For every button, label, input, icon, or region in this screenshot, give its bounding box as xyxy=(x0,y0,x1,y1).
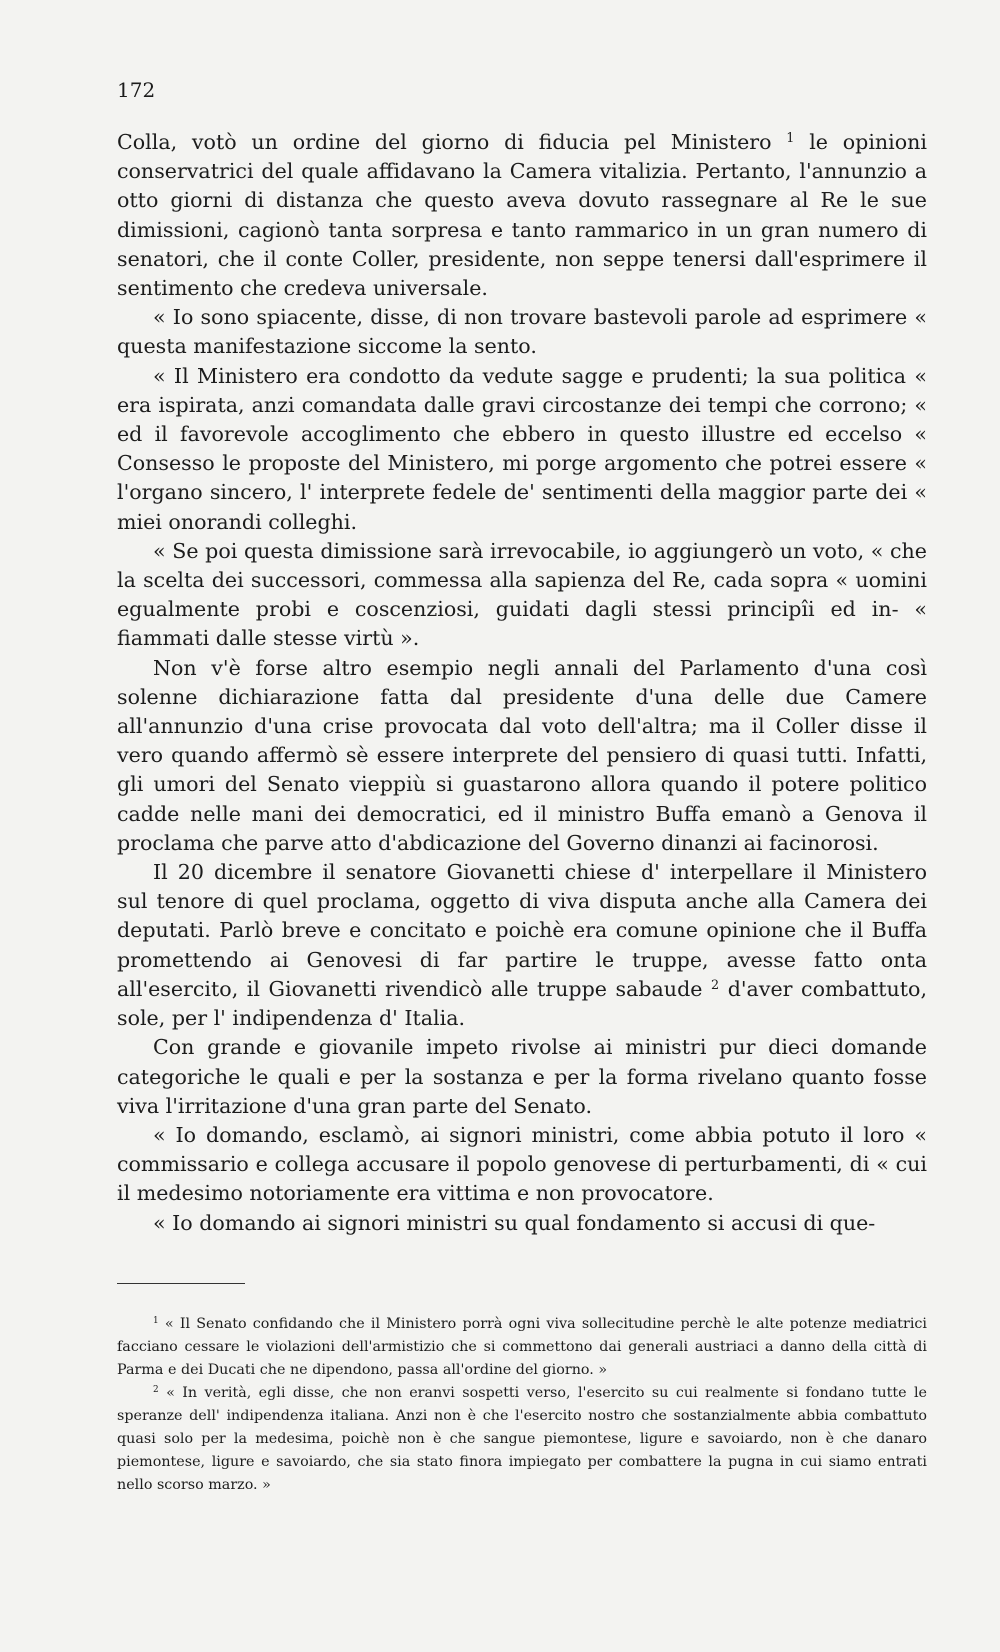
paragraph-4: Con grande e giovanile impeto rivolse ai ministri pur dieci domande categoriche le quali e per la sostanza e per la forma rivelano quanto fosse viva l'irritazione d'una gran parte del Senato. xyxy=(117,1035,927,1118)
footnote-2 xyxy=(117,1382,927,1497)
paragraph-1-start: Colla, votò un ordine del giorno di fiducia pel Ministero xyxy=(117,130,772,154)
footnote-divider xyxy=(117,1283,245,1284)
footnote-mark-2: 2 xyxy=(153,1385,159,1396)
footnotes xyxy=(117,1313,927,1497)
paragraph-3-start: Il 20 dicembre il senatore Giovanetti chiese d' interpellare il Ministero sul tenore di quel proclama, oggetto di viva disputa anche alla Camera dei deputati. Parlò breve e concitato e poichè era comune opinione che il Buffa promettendo ai Genovesi di far partire le truppe, avesse fatto onta all'esercito, il Giovanetti rivendicò alle truppe sabaude xyxy=(117,860,927,1001)
paragraph-2: Non v'è forse altro esempio negli annali del Parlamento d'una così solenne dichiarazione fatta dal presidente d'una delle due Camere all'annunzio d'una crise provocata dal voto dell'altra; ma il Coller disse il vero quando affermò sè essere interprete del pensiero di quasi tutti. Infatti, gli umori del Senato vieppiù si guastarono allora quando il potere politico cadde nelle mani dei democratici, ed il ministro Buffa emanò a Genova il proclama che parve atto d'abdicazione del Governo dinanzi ai facinorosi. xyxy=(117,655,927,855)
footnote-ref-2[interactable]: 2 xyxy=(711,977,720,993)
footnote-ref-1[interactable]: 1 xyxy=(786,130,795,146)
quote-5: « Io domando ai signori ministri su qual fondamento si accusi di que- xyxy=(153,1210,876,1235)
footnote-1-text: « Il Senato confidando che il Ministero porrà ogni viva sollecitudine perchè le alte potenze mediatrici facciano cessare le violazioni dell'armistizio che si commettono dai generali austriaci a danno della città di Parma e dei Ducati che ne dipendono, passa all'ordine del giorno. » xyxy=(117,1316,927,1378)
paragraph-3 xyxy=(117,858,927,1033)
paragraph-1-end: le opinioni conservatrici del quale affidavano la Camera vitalizia. Pertanto, l'annunzio a otto giorni di distanza che questo aveva dovuto rassegnare al Re le sue dimissioni, cagionò tanta sorpresa e tanto rammarico in un gran numero di senatori, che il conte Coller, presidente, non seppe tenersi dall'esprimere il sentimento che credeva universale. xyxy=(117,130,928,301)
quote-2: « Il Ministero era condotto da vedute sagge e prudenti; la sua politica « era ispirata, anzi comandata dalle gravi circostanze dei tempi che corrono; « ed il favorevole accoglimento che ebbero in questo illustre ed eccelso « Consesso le proposte del Ministero, mi porge argomento che potrei essere « l'organo sincero, l' interprete fedele de' sentimenti della maggior parte dei « miei onorandi colleghi. xyxy=(117,363,927,534)
quote-1: « Io sono spiacente, disse, di non trovare bastevoli parole ad esprimere « questa manifestazione siccome la sento. xyxy=(117,305,927,359)
paragraph-3-end: d'aver combattuto, sole, per l' indipendenza d' Italia. xyxy=(117,976,928,1031)
quote-4: « Io domando, esclamò, ai signori ministri, come abbia potuto il loro « commissario e collega accusare il popolo genovese di perturbamenti, di « cui il medesimo notoriamente era vittima e non provocatore. xyxy=(117,1122,927,1206)
footnote-2-text: « In verità, egli disse, che non eranvi sospetti verso, l'esercito su cui realmente si fondano tutte le speranze dell' indipendenza italiana. Anzi non è che l'esercito nostro che sostanzialmente abbia combattuto quasi solo per la medesima, poichè non è che sangue piemontese, ligure e savoiardo, non è che danaro piemontese, ligure e savoiardo, che sia stato finora impiegato per combattere la pugna in cui siamo entrati nello scorso marzo. » xyxy=(117,1385,927,1493)
footnote-1 xyxy=(117,1313,927,1382)
page-number: 172 xyxy=(117,78,156,102)
footnote-mark-1: 1 xyxy=(153,1316,159,1327)
quote-3: « Se poi questa dimissione sarà irrevocabile, io aggiungerò un voto, « che la scelta dei successori, commessa alla sapienza del Re, cada sopra « uomini egualmente probi e coscenziosi, guidati dagli stessi principîi ed in- « fiammati dalle stesse virtù ». xyxy=(117,538,927,651)
paragraph-1 xyxy=(117,128,927,303)
main-text xyxy=(117,128,927,1238)
